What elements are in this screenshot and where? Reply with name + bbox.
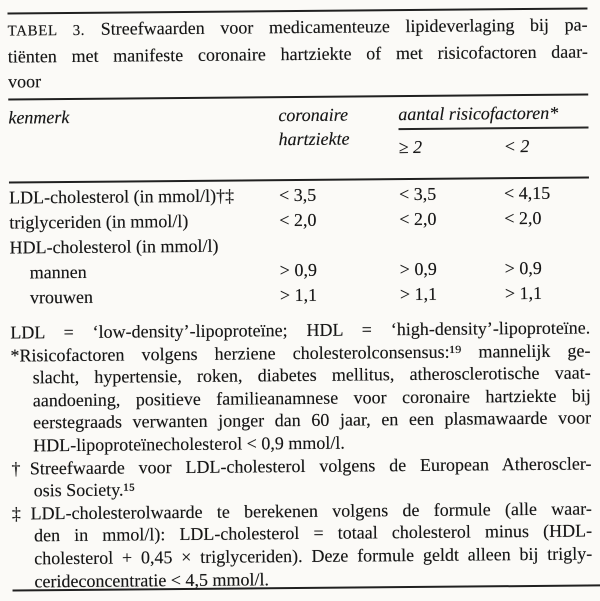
value-ge2 <box>399 231 504 257</box>
header-kenmerk: kenmerk <box>8 107 70 128</box>
footnotes <box>10 316 592 592</box>
row-label: HDL-cholesterol (in mmol/l) <box>9 235 219 258</box>
caption-text-1: Streefwaarden voor medicamenteuze lipideverlaging bij pa- <box>100 14 588 39</box>
footnote-line: cholesterol + 0,45 × triglyceriden). Deze formule geldt alleen bij trigly- <box>34 543 593 569</box>
footnote-double-dagger-formule <box>12 497 593 592</box>
table-row-vrouwen <box>10 280 590 310</box>
table-number-label: TABEL 3. <box>7 22 86 40</box>
footnote-asterisk-risicofactoren <box>10 339 591 457</box>
caption-line-2: tiënten met manifeste coronaire hartziekte of met risicofactoren daar- <box>7 41 588 67</box>
footnote-line: slacht, hypertensie, roken, diabetes mellitus, atherosclerotische vaat- <box>32 362 591 388</box>
value-coronaire: < 2,0 <box>279 209 317 231</box>
footnote-line: eerstegraads verwanten jonger dan 60 jaar, en een plasmawaarde voor <box>32 407 592 433</box>
value-ge2: > 0,9 <box>399 258 437 280</box>
header-coronaire-hartziekte <box>278 102 399 179</box>
header-lt-2: < 2 <box>503 135 530 157</box>
header-coronaire-line2: hartziekte <box>278 128 350 150</box>
table-body <box>9 178 590 314</box>
row-label: triglyceriden (in mmol/l) <box>9 210 189 233</box>
footnote-line: den in mmol/l): LDL-cholesterol = totaal cholesterol minus (HDL- <box>33 520 593 546</box>
row-label: mannen <box>29 261 87 283</box>
value-ge2: > 1,1 <box>399 283 438 305</box>
footnote-line: aandoening, positieve familieanamnese voor coronaire hartziekte bij <box>32 385 591 411</box>
header-aantal-risicofactoren-group <box>398 100 589 178</box>
footnote-dagger-streefwaarde <box>11 452 591 502</box>
value-lt2: > 0,9 <box>504 257 542 279</box>
header-coronaire-line1: coronaire <box>278 104 349 126</box>
value-ge2: < 2,0 <box>399 208 437 230</box>
risicofactoren-sub-headers <box>399 133 589 159</box>
value-lt2 <box>504 230 589 256</box>
value-coronaire: > 1,1 <box>279 284 318 306</box>
value-coronaire: < 3,5 <box>278 184 317 206</box>
footnote-line: osis Society.¹⁵ <box>33 479 136 501</box>
row-label: vrouwen <box>29 286 94 308</box>
value-ge2: < 3,5 <box>398 183 437 205</box>
row-label: LDL-cholesterol (in mmol/l)†‡ <box>9 185 235 208</box>
footnote-line: HDL-lipoproteïnecholesterol < 0,9 mmol/l. <box>33 432 345 456</box>
value-coronaire: > 0,9 <box>279 259 317 281</box>
value-coronaire <box>279 232 399 258</box>
footnote-line: cerideconcentratie < 4,5 mmol/l. <box>34 568 270 591</box>
caption-line-3: voor <box>7 71 42 92</box>
table-caption <box>8 12 589 94</box>
risicofactoren-sub-rule <box>399 126 589 130</box>
footnote-line: ‡LDL-cholesterolwaarde te berekenen volgens de formule (alle waar- <box>11 498 592 524</box>
table-header <box>8 95 589 181</box>
header-ge-2: ≥ 2 <box>398 136 423 158</box>
header-aantal-risicofactoren: aantal risicofactoren* <box>398 102 559 125</box>
value-lt2: > 1,1 <box>504 282 543 304</box>
footnote-line: *Risicofactoren volgens herziene cholesterolconsensus:¹⁹ mannelijk ge- <box>10 340 591 366</box>
value-lt2: < 4,15 <box>503 182 551 204</box>
footnote-line: LDL = ‘low-density’-lipoproteïne; HDL = ‘high-density’-lipoproteïne. <box>10 317 591 343</box>
footnote-line: †Streefwaarde voor LDL-cholesterol volgens de European Atheroscler- <box>11 453 592 479</box>
value-lt2: < 2,0 <box>504 207 542 229</box>
